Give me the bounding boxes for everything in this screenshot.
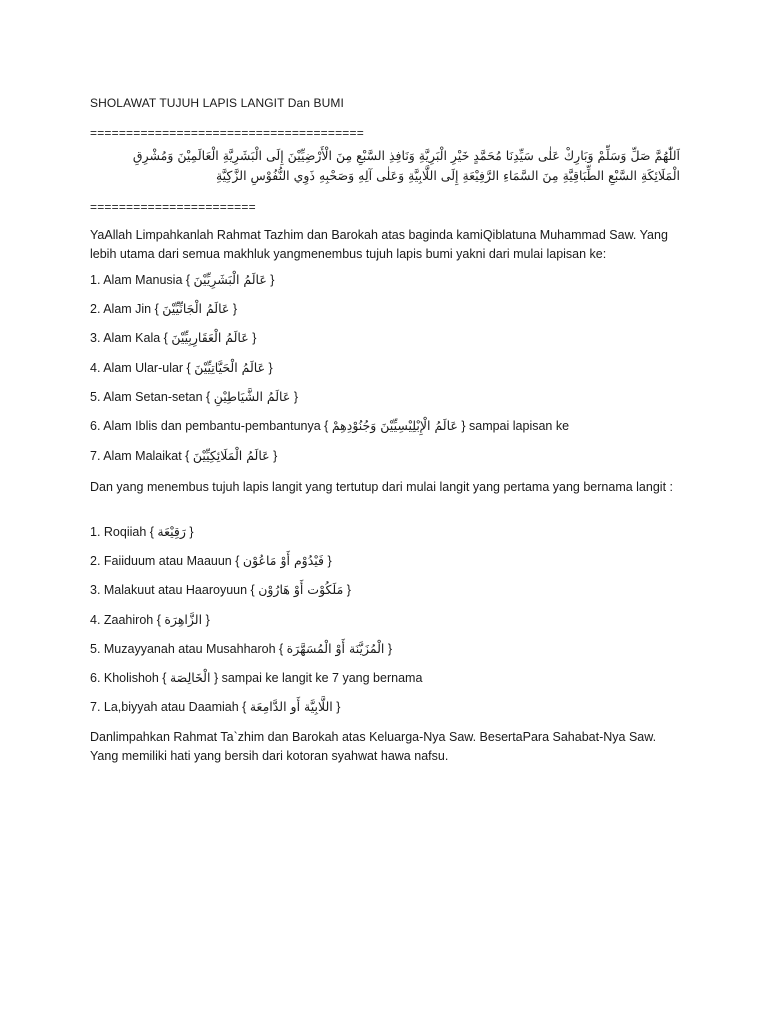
- sky-layer-item: [90, 582, 351, 597]
- earth-layer-label: 7. Alam Malaikat {: [90, 449, 190, 463]
- sky-layer-suffix: }: [205, 613, 210, 627]
- earth-layer-label: 5. Alam Setan-setan {: [90, 390, 211, 404]
- earth-layer-label: 4. Alam Ular-ular {: [90, 361, 191, 375]
- sky-layer-suffix: }: [336, 700, 341, 714]
- earth-layer-suffix: }: [293, 390, 298, 404]
- earth-layer-arabic: عَالَمُ الْبَشَرِيِّيْنَ: [193, 272, 267, 287]
- earth-layer-label: 3. Alam Kala {: [90, 331, 168, 345]
- earth-layer-label: 1. Alam Manusia {: [90, 273, 191, 287]
- earth-layer-label: 2. Alam Jin {: [90, 302, 159, 316]
- earth-layer-suffix: }: [273, 449, 278, 463]
- sky-layer-label: 4. Zaahiroh {: [90, 613, 161, 627]
- earth-layer-suffix: }: [232, 302, 238, 316]
- earth-layer-arabic: عَالَمُ الْجَانِّيِّيْنَ: [162, 301, 230, 316]
- separator-long: ======================================: [90, 126, 364, 140]
- earth-layer-suffix: }: [252, 331, 257, 345]
- earth-layer-arabic: عَالَمُ الشَّيَاطِيْنِ: [213, 389, 291, 404]
- sky-layer-suffix: }: [346, 583, 351, 597]
- sky-layer-item: [90, 553, 332, 568]
- sky-layer-suffix: } sampai ke langit ke 7 yang bernama: [213, 671, 423, 685]
- earth-layer-item: [90, 360, 273, 375]
- closing-paragraph: [90, 728, 680, 766]
- earth-layer-item: [90, 272, 274, 287]
- sky-layer-arabic: الْخَالِصَة: [169, 670, 211, 685]
- sky-layer-item: [90, 641, 392, 656]
- earth-layer-arabic: عَالَمُ الْحَيَّاتِيِّيْنَ: [194, 360, 266, 375]
- sky-layer-arabic: اللَّابِيَّة أَو الدَّامِعَة: [249, 699, 333, 714]
- closing-line-1: Danlimpahkan Rahmat Ta`zhim dan Barokah atas Keluarga-Nya Saw. BesertaPara Sahabat-Nya Saw.: [90, 730, 657, 744]
- earth-layer-item: [90, 301, 237, 316]
- earth-layer-arabic: عَالَمُ الْإِبْلِيْسِيِّيْنَ وَجُنُوْدِهِمْ: [331, 418, 458, 433]
- sky-layer-label: 3. Malakuut atau Haaroyuun {: [90, 583, 255, 597]
- sky-layer-arabic: رَقِيْعَة: [157, 524, 186, 539]
- separator-short: =======================: [90, 200, 256, 214]
- sky-layer-arabic: الْمُزَيَّنَة أَوْ الْمُسَهَّرَة: [286, 641, 385, 656]
- earth-layer-item: [90, 389, 298, 404]
- sky-layer-item: [90, 670, 422, 685]
- intro-paragraph: YaAllah Limpahkanlah Rahmat Tazhim dan Barokah atas baginda kamiQiblatuna Muhammad Saw. Yang lebih utama dari semua makhluk yangmenembus tujuh lapis bumi yakni dari mulai lapisan ke:: [90, 228, 668, 261]
- earth-layer-item: [90, 448, 277, 463]
- earth-layer-item: [90, 418, 569, 433]
- earth-layer-arabic: عَالَمُ الْمَلَائِكِيِّيْنَ: [192, 448, 270, 463]
- sky-layer-label: 2. Faiiduum atau Maauun {: [90, 554, 240, 568]
- earth-layer-arabic: عَالَمُ الْعَقَارِبِيِّيْنَ: [171, 330, 249, 345]
- earth-layer-suffix: } sampai lapisan ke: [461, 419, 570, 433]
- arabic-intro: اَللّٰهُمَّ صَلِّ وَسَلِّمْ وَبَارِكْ عَلٰى سَيِّدِنَا مُحَمَّدٍ خَيْرِ الْبَرِيَّةِ وَنَافِذِ السَّبْعِ مِنَ الْأَرْضِيِّيْنَ إِلَى الْبَشَرِيَّةِ الْعَالَمِيْنَ وَمُشْرِقِ الْمَلَائِكَةِ السَّبْعِ الطِّبَاقِيَّةِ مِنَ السَّمَاءِ الرَّفِيْعَةِ إِلَى اللَّابِيَّةِ وَعَلٰى آلِهِ وَصَحْبِهِ ذَوِي النُّفُوْسِ الزَّكِيَّةِ: [132, 148, 680, 183]
- sky-layer-suffix: }: [189, 525, 194, 539]
- sky-layer-suffix: }: [327, 554, 332, 568]
- earth-layer-suffix: }: [268, 361, 273, 375]
- sky-layer-label: 5. Muzayyanah atau Musahharoh {: [90, 642, 284, 656]
- sky-layer-arabic: مَلَكُوْت أَوْ هَارُوْن: [258, 582, 344, 597]
- sky-layer-label: 1. Roqiiah {: [90, 525, 154, 539]
- sky-layer-arabic: الزَّاهِرَة: [164, 612, 203, 627]
- earth-layer-item: [90, 330, 256, 345]
- earth-layer-label: 6. Alam Iblis dan pembantu-pembantunya {: [90, 419, 329, 433]
- sky-layer-arabic: فَيْدُوْم أَوْ مَاعُوْن: [242, 553, 325, 568]
- sky-layer-label: 6. Kholishoh {: [90, 671, 167, 685]
- closing-line-2: Yang memiliki hati yang bersih dari kotoran syahwat hawa nafsu.: [90, 749, 449, 763]
- sky-layer-item: [90, 524, 194, 539]
- sky-layer-item: [90, 612, 210, 627]
- sky-layer-item: [90, 699, 340, 714]
- sky-paragraph: Dan yang menembus tujuh lapis langit yang tertutup dari mulai langit yang pertama yang bernama langit :: [90, 480, 673, 494]
- sky-layer-label: 7. La,biyyah atau Daamiah {: [90, 700, 247, 714]
- sky-layer-suffix: }: [387, 642, 393, 656]
- earth-layer-suffix: }: [270, 273, 275, 287]
- document-title: SHOLAWAT TUJUH LAPIS LANGIT Dan BUMI: [90, 96, 344, 110]
